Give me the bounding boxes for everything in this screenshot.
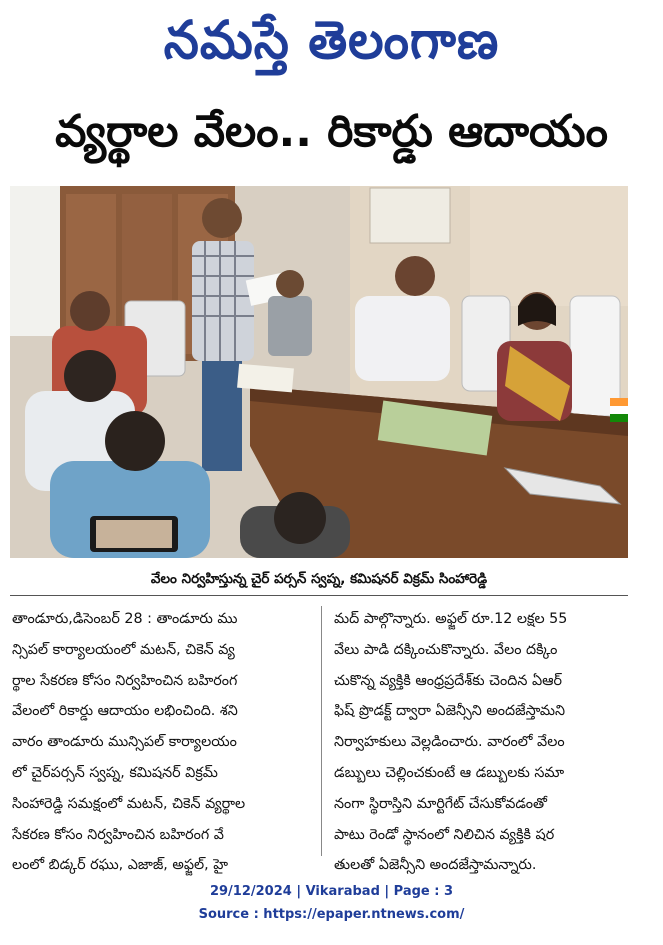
article-body-right-column: [334, 604, 630, 881]
column-divider: [321, 606, 322, 856]
masthead: [0, 4, 663, 76]
body-line: వారం తాండూరు మున్సిపల్ కార్యాలయం: [12, 734, 237, 751]
body-line: తులతో ఏజెన్సీని అందజేస్తామన్నారు.: [334, 857, 537, 874]
body-line: తాండూరు,డిసెంబర్ 28 : తాండూరు ము: [12, 611, 238, 627]
body-line: డబ్బులు చెల్లించకుంటే ఆ డబ్బులకు సమా: [334, 764, 565, 781]
caption-divider: [10, 595, 628, 596]
body-line: వేలంలో రికార్డు ఆదాయం లభించింది. శని: [12, 703, 238, 720]
footer-source-line: Source : https://epaper.ntnews.com/: [198, 907, 465, 922]
body-line: నంగా స్థిరాస్తిని మార్టిగేట్ చేసుకోవడంతో: [334, 795, 547, 812]
article-headline: వ్యర్థాల వేలం.. రికార్డు ఆదాయం: [55, 106, 608, 157]
body-line: లో చైర్‌పర్సన్ స్వప్న, కమిషనర్ విక్రమ్: [12, 764, 218, 781]
body-line: సేకరణ కోసం నిర్వహించిన బహిరంగ వే: [12, 826, 224, 843]
body-line: లంలో బిడ్కర్ రఘు, ఎజాజ్, అఫ్జల్, హై: [12, 857, 228, 874]
body-line: మద్ పాల్గొన్నారు. అఫ్జల్ రూ.12 లక్షల 55: [334, 611, 568, 627]
body-line: న్సిపల్ కార్యాలయంలో మటన్, చికెన్ వ్య: [12, 641, 235, 658]
article-photo: [10, 186, 628, 558]
body-line: వేలు పాడి దక్కించుకొన్నారు. వేలం దక్కిం: [334, 641, 558, 658]
footer-date-line: 29/12/2024 | Vikarabad | Page : 3: [209, 884, 454, 899]
article-body-left-column: [12, 604, 312, 881]
body-line: ర్థాల సేకరణ కోసం నిర్వహించిన బహిరంగ: [12, 672, 238, 689]
body-line: ఫిష్ ప్రొడక్ట్ ద్వారా ఏజెన్సీని అందజేస్తామని: [334, 703, 566, 720]
masthead-logo-title: నమస్తే తెలంగాణ: [163, 9, 500, 71]
photo-caption: వేలం నిర్వహిస్తున్న చైర్ పర్సన్ స్వప్న, కమిషనర్ విక్రమ్ సింహారెడ్డి: [150, 571, 488, 587]
body-line: చుకొన్న వ్యక్తికి ఆంధ్రప్రదేశ్‌కు చెందిన ఏఆర్: [334, 672, 563, 689]
body-line: నిర్వాహకులు వెల్లడించారు. వారంలో వేలం: [334, 734, 565, 751]
body-line: సింహారెడ్డి సమక్షంలో మటన్, చికెన్ వ్యర్థాల: [12, 795, 246, 812]
body-line: పాటు రెండో స్థానంలో నిలిచిన వ్యక్తికి షర: [334, 826, 555, 843]
